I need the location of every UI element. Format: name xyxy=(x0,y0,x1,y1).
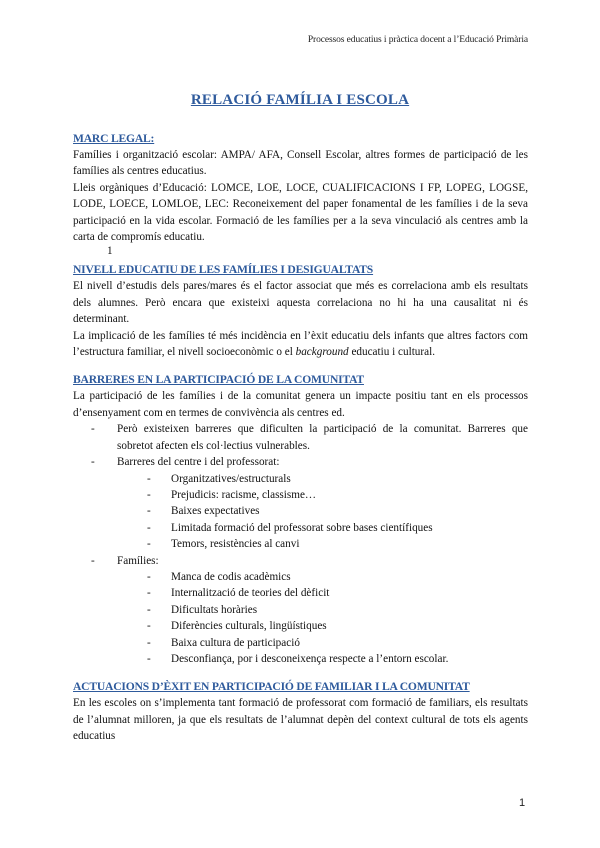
paragraph: Lleis orgàniques d’Educació: LOMCE, LOE, LOCE, CUALIFICACIONS I FP, LOPEG, LOGSE, LODE, LOECE, LOMLOE, LEC: Reconeixement del paper fonamental de les famílies i de la seva participació en la vida escolar. Formació de les famílies per a la seva vinculació als centres amb la carta de compromís educatiu. xyxy=(73,181,528,244)
paragraph xyxy=(73,328,528,361)
sub-list-item: - Prejudicis: racisme, classisme… xyxy=(147,487,528,503)
section-heading: NIVELL EDUCATIU DE LES FAMÍLIES I DESIGUALTATS xyxy=(73,263,374,277)
sub-list xyxy=(117,471,528,553)
list-item: - Però existeixen barreres que dificulten la participació de la comunitat. Barreres que sobretot afecten els col·lectius vulnerables. xyxy=(91,421,528,454)
section-heading: BARRERES EN LA PARTICIPACIÓ DE LA COMUNITAT xyxy=(73,373,364,387)
paragraph: Famílies i organització escolar: AMPA/ AFA, Consell Escolar, altres formes de participació de les famílies als centres educatius. xyxy=(73,149,528,178)
paragraph: En les escoles on s’implementa tant formació de professorat com formació de familiars, els resultats de l’alumnat milloren, ja que els resultats de l’alumnat depèn del context cultural de tots els agents educatius xyxy=(73,697,528,743)
section-marc-legal xyxy=(73,131,528,258)
section-nivell-educatiu xyxy=(73,262,528,360)
section-heading: ACTUACIONS D’ÈXIT EN PARTICIPACIÓ DE FAMILIAR I LA COMUNITAT xyxy=(73,680,470,694)
sub-list-item: - Temors, resistències al canvi xyxy=(147,536,528,552)
sub-list-item: - Diferències culturals, lingüístiques xyxy=(147,618,528,634)
bullet-list xyxy=(73,421,528,667)
section-actuacions xyxy=(73,679,528,744)
page-number: 1 xyxy=(519,797,526,809)
page-title: RELACIÓ FAMÍLIA I ESCOLA xyxy=(190,92,410,108)
document-body xyxy=(73,131,528,745)
list-item-label: Barreres del centre i del professorat: xyxy=(117,456,280,469)
list-item-label: Famílies: xyxy=(117,554,159,567)
section-barreres xyxy=(73,372,528,667)
text-run: educatiu i cultural. xyxy=(348,346,435,359)
sub-list-item: - Limitada formació del professorat sobre bases científiques xyxy=(147,520,528,536)
stray-number: 1 xyxy=(107,245,113,258)
sub-list-item: - Internalització de teories del dèficit xyxy=(147,585,528,601)
sub-list-item: - Manca de codis acadèmics xyxy=(147,569,528,585)
text-run: La implicació de les famílies té més incidència en l’èxit educatiu dels infants que altres factors com l’estructura familiar, el nivell socioeconòmic o el xyxy=(73,329,528,359)
running-header: Processos educatius i pràctica docent a l’Educació Primària xyxy=(307,35,528,45)
sub-list-item: - Baixa cultura de participació xyxy=(147,635,528,651)
sub-list-item: - Dificultats horàries xyxy=(147,602,528,618)
paragraph: El nivell d’estudis dels pares/mares és el factor associat que més es correlaciona amb els resultats dels alumnes. Però encara que existeixi aquesta correlaciona no hi ha una causalitat ni és determinant. xyxy=(73,280,528,326)
paragraph: La participació de les famílies i de la comunitat genera un impacte positiu tant en els processos d’ensenyament com en termes de convivència als centres ed. xyxy=(73,390,528,419)
emphasis-text: background xyxy=(295,346,349,359)
sub-list xyxy=(117,569,528,667)
list-item xyxy=(91,454,528,552)
sub-list-item: - Baixes expectatives xyxy=(147,503,528,519)
sub-list-item: - Organitzatives/estructurals xyxy=(147,471,528,487)
section-heading: MARC LEGAL: xyxy=(73,132,155,145)
list-item xyxy=(91,553,528,668)
sub-list-item: - Desconfiança, por i desconeixença respecte a l’entorn escolar. xyxy=(147,651,528,667)
